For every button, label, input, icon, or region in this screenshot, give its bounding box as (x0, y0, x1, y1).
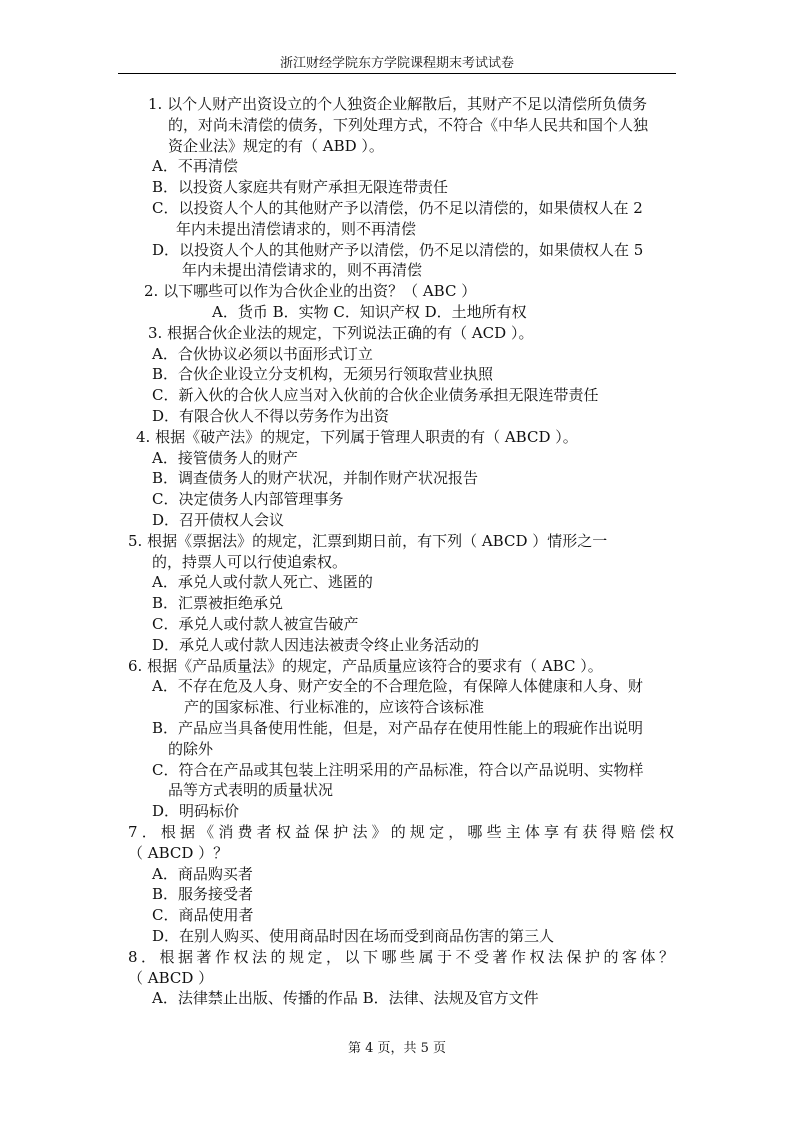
q7-option-b: B．服务接受者 (152, 885, 254, 904)
q6-option-c-line-2: 品等方式表明的质量状况 (168, 781, 334, 800)
q7-stem-line-1: 7．根据《消费者权益保护法》的规定，哪些主体享有获得赔偿权 (128, 823, 674, 841)
q3-option-a: A．合伙协议必须以书面形式订立 (152, 344, 373, 363)
q6-option-a-line-1: A．不存在危及人身、财产安全的不合理危险，有保障人体健康和人身、财 (152, 677, 643, 696)
q4-option-c: C．决定债务人内部管理事务 (152, 490, 344, 509)
q6-option-d: D．明码标价 (152, 802, 240, 821)
q5-option-c: C．承兑人或付款人被宣告破产 (152, 615, 359, 633)
q4-option-b: B．调查债务人的财产状况，并制作财产状况报告 (152, 469, 479, 488)
q6-option-b-line-1: B．产品应当具备使用性能，但是，对产品存在使用性能上的瑕疵作出说明 (152, 719, 644, 737)
q3-option-d: D．有限合伙人不得以劳务作为出资 (152, 407, 390, 425)
q6-stem: 6. 根据《产品质量法》的规定，产品质量应该符合的要求有（ ABC ）。 (128, 656, 603, 675)
q8-stem-line-1: 8．根据著作权法的规定，以下哪些属于不受著作权法保护的客体？ (128, 947, 674, 966)
q7-option-a: A．商品购买者 (152, 864, 253, 883)
q5-option-d: D．承兑人或付款人因违法被责令终止业务活动的 (152, 635, 480, 654)
q4-stem: 4. 根据《破产法》的规定，下列属于管理人职责的有（ ABCD ）。 (136, 427, 578, 446)
q1-stem-line-3: 资企业法》规定的有（ ABD ）。 (168, 136, 384, 155)
q4-option-a: A．接管债务人的财产 (152, 448, 298, 467)
q6-option-b-line-2: 的除外 (168, 739, 214, 758)
q1-stem-line-2: 的，对尚未清偿的债务，下列处理方式，不符合《中华人民共和国个人独 (168, 115, 649, 134)
q1-option-b: B．以投资人家庭共有财产承担无限连带责任 (152, 178, 449, 197)
q1-option-a: A．不再清偿 (152, 157, 238, 176)
q8-options-a-b: A．法律禁止出版、传播的作品 B．法律、法规及官方文件 (152, 989, 539, 1008)
q6-option-c-line-1: C．符合在产品或其包装上注明采用的产品标准，符合以产品说明、实物样 (152, 760, 644, 779)
q5-option-a: A．承兑人或付款人死亡、逃匿的 (152, 573, 373, 592)
q1-option-c-line-2: 年内未提出清偿请求的，则不再清偿 (176, 219, 417, 238)
q1-option-c-line-1: C．以投资人个人的其他财产予以清偿，仍不足以清偿的，如果债权人在 2 (152, 199, 643, 217)
q5-stem-line-2: 的，持票人可以行使追索权。 (152, 552, 348, 571)
header-divider (118, 73, 676, 74)
q1-option-d-line-1: D．以投资人个人的其他财产予以清偿，仍不足以清偿的，如果债权人在 5 (152, 240, 644, 259)
q7-option-c: C．商品使用者 (152, 906, 254, 925)
q5-option-b: B．汇票被拒绝承兑 (152, 594, 284, 613)
q2-stem: 2. 以下哪些可以作为合伙企业的出资？（ ABC ） (144, 282, 477, 301)
page-number: 第 4 页，共 5 页 (347, 1041, 447, 1056)
q7-stem-line-2: （ ABCD ）？ (128, 843, 229, 862)
q3-option-c: C．新入伙的合伙人应当对入伙前的合伙企业债务承担无限连带责任 (152, 386, 599, 405)
q8-stem-line-2: （ ABCD ） (128, 968, 214, 987)
q1-stem-line-1: 1. 以个人财产出资设立的个人独资企业解散后，其财产不足以清偿所负债务 (148, 95, 648, 113)
q7-option-d: D．在别人购买、使用商品时因在场而受到商品伤害的第三人 (152, 927, 555, 945)
q1-option-d-line-2: 年内未提出清偿请求的，则不再清偿 (182, 261, 423, 280)
q5-stem-line-1: 5. 根据《票据法》的规定，汇票到期日前，有下列（ ABCD ）情形之一 (128, 531, 608, 550)
page-header-title: 浙江财经学院东方学院课程期末考试试卷 (279, 56, 514, 71)
q3-stem: 3. 根据合伙企业法的规定，下列说法正确的有（ ACD ）。 (148, 323, 534, 342)
q2-options: A．货币 B．实物 C．知识产权 D．土地所有权 (212, 303, 527, 321)
q4-option-d: D．召开债权人会议 (152, 511, 285, 529)
q3-option-b: B．合伙企业设立分支机构，无须另行领取营业执照 (152, 365, 494, 384)
q6-option-a-line-2: 产的国家标准、行业标准的，应该符合该标准 (184, 698, 485, 717)
